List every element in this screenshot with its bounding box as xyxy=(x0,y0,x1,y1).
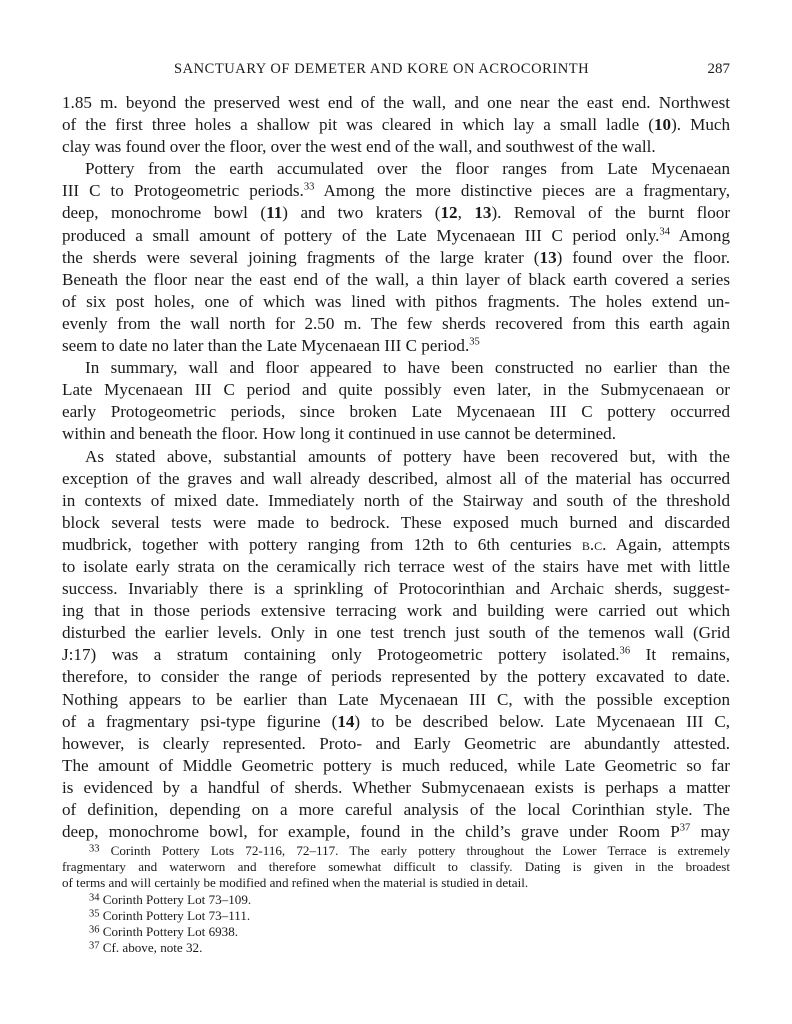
text-line: is evidenced by a handful of sherds. Whether Submycenaean exists is perhaps a matter xyxy=(62,777,730,797)
text-line: block several tests were made to bedrock. These exposed much burned and discarded xyxy=(62,512,730,532)
text-line: of six post holes, one of which was lined with pithos fragments. The holes extend un- xyxy=(62,291,730,311)
text-line: within and beneath the floor. How long it continued in use cannot be determined. xyxy=(62,424,616,444)
text-line: ing that in those periods extensive terracing work and building were carried out which xyxy=(62,601,730,621)
text-line: In summary, wall and floor appeared to have been constructed no earlier than the xyxy=(85,358,730,378)
text-line: mudbrick, together with pottery ranging from 12th to 6th centuries b.c. Again, attempts xyxy=(62,534,730,554)
text-line: exception of the graves and wall already described, almost all of the material has occurred xyxy=(62,468,730,488)
text-line: of definition, depending on a more careful analysis of the local Corinthian style. The xyxy=(62,800,730,819)
text-line: produced a small amount of pottery of the Late Mycenaean III C period only.$^{34}$ Among xyxy=(62,225,730,245)
text-line: The amount of Middle Geometric pottery is much reduced, while Late Geometric so far xyxy=(62,755,730,775)
footnote-line: $^{33}$ Corinth Pottery Lots 72-116, 72–117. The early pottery throughout the Lower Terrace is extremely xyxy=(89,843,730,858)
text-line: Pottery from the earth accumulated over the floor ranges from Late Mycenaean xyxy=(85,159,730,179)
text-line: of a fragmentary psi-type figurine (14) to be described below. Late Mycenaean III C, xyxy=(62,711,730,731)
text-line: early Protogeometric periods, since broken Late Mycenaean III C pottery occurred xyxy=(62,402,730,422)
text-line: Beneath the floor near the east end of the wall, a thin layer of black earth covered a series xyxy=(62,269,730,289)
text-line: however, is clearly represented. Proto- and Early Geometric are abundantly attested. xyxy=(62,733,730,753)
text-line: 1.85 m. beyond the preserved west end of the wall, and one near the east end. Northwest xyxy=(62,93,730,112)
footnote-line: of terms and will certainly be modified and refined when the material is studied in detail. xyxy=(62,875,529,891)
text-line: Late Mycenaean III C period and quite possibly even later, in the Submycenaean or xyxy=(62,380,730,400)
text-line: to isolate early strata on the ceramically rich terrace west of the stairs have met with little xyxy=(62,556,730,576)
text-line: the sherds were several joining fragments of the large krater (13) found over the floor. xyxy=(62,247,730,267)
text-line: in contexts of mixed date. Immediately north of the Stairway and south of the threshold xyxy=(62,490,730,510)
text-line: success. Invariably there is a sprinkling of Protocorinthian and Archaic sherds, suggest- xyxy=(62,579,730,599)
text-line: seem to date no later than the Late Mycenaean III C period.$^{35}$ xyxy=(62,336,480,356)
text-line: deep, monochrome bowl, for example, found in the child’s grave under Room $P^{37}$ may xyxy=(62,822,730,842)
footnote-line: $^{36}$ Corinth Pottery Lot 6938. xyxy=(89,923,239,939)
page-header xyxy=(62,61,730,83)
text-line: III C to Protogeometric periods.$^{33}$ Among the more distinctive pieces are a fragmentary, xyxy=(62,181,730,201)
text-line: Nothing appears to be earlier than Late Mycenaean III C, with the possible exception xyxy=(62,689,730,709)
text-line: As stated above, substantial amounts of pottery have been recovered but, with the xyxy=(85,446,730,466)
text-line: of the first three holes a shallow pit was cleared in which lay a small ladle (10). Much xyxy=(62,115,730,135)
body-text xyxy=(62,92,730,843)
footnote-line: $^{34}$ Corinth Pottery Lot 73–109. xyxy=(89,891,252,907)
running-title: SANCTUARY OF DEMETER AND KORE ON ACROCORINTH xyxy=(174,61,590,77)
text-line: J:17) was a stratum containing only Protogeometric pottery isolated.$^{36}$ It remains, xyxy=(62,645,730,665)
footnotes xyxy=(62,843,730,956)
footnote-line: fragmentary and waterworn and therefore somewhat difficult to classify. Dating is given in the broadest xyxy=(62,859,730,875)
text-line: disturbed the earlier levels. Only in one test trench just south of the temenos wall (Grid xyxy=(62,623,730,643)
text-line: clay was found over the floor, over the west end of the wall, and southwest of the wall. xyxy=(62,137,656,157)
page-number: 287 xyxy=(707,61,730,77)
text-line: deep, monochrome bowl (11) and two kraters (12, 13). Removal of the burnt floor xyxy=(62,203,730,223)
footnote-line: $^{37}$ Cf. above, note 32. xyxy=(89,940,203,956)
text-line: therefore, to consider the range of periods represented by the pottery excavated to date. xyxy=(62,667,730,687)
footnote-line: $^{35}$ Corinth Pottery Lot 73–111. xyxy=(89,907,251,923)
text-line: evenly from the wall north for 2.50 m. The few sherds recovered from this earth again xyxy=(62,313,730,333)
